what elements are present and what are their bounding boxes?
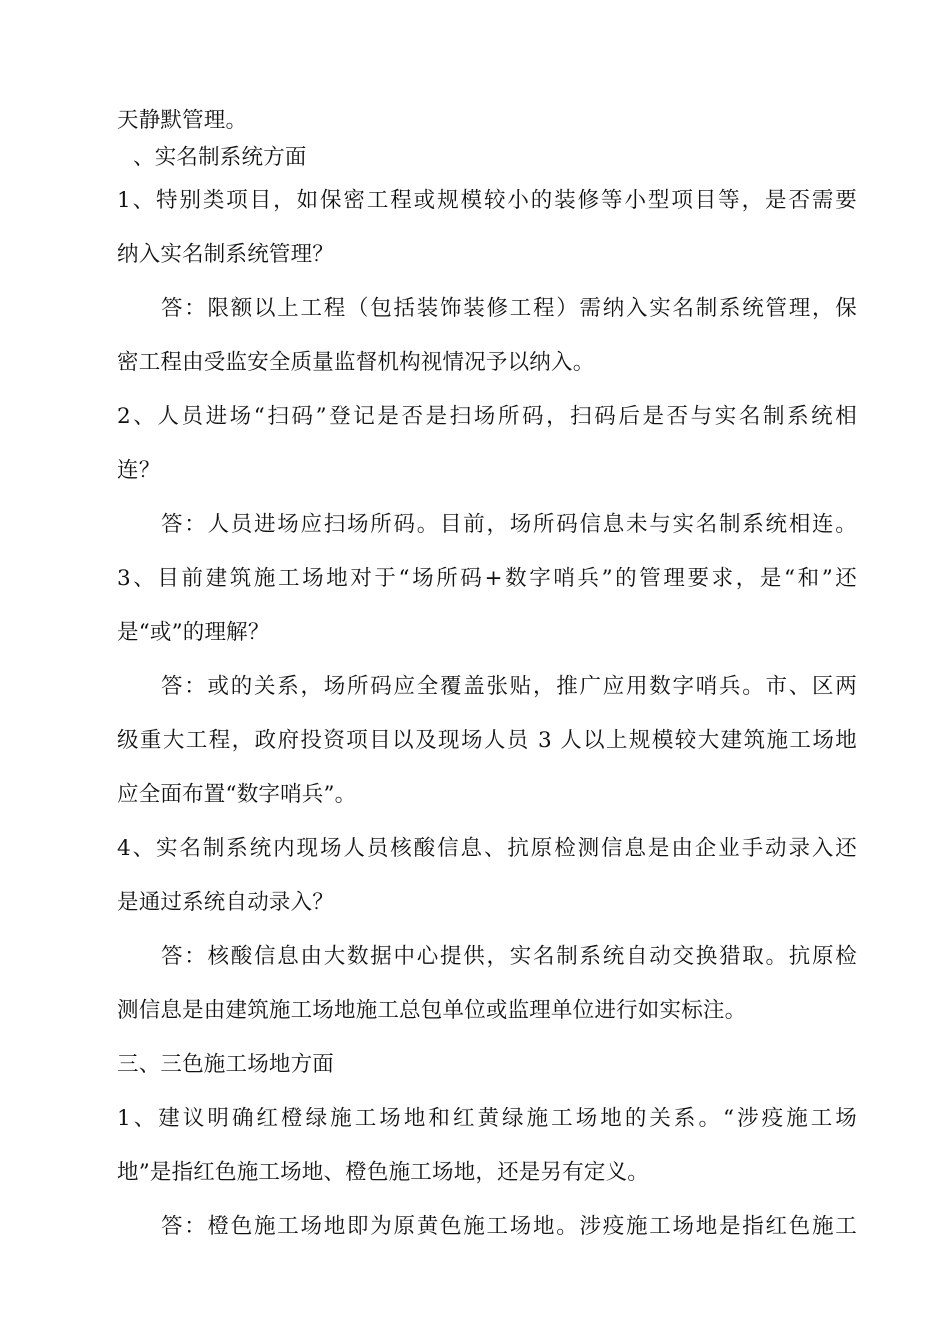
answer-line: 测信息是由建筑施工场地施工总包单位或监理单位进行如实标注。 [117, 998, 747, 1023]
answer-line: 答：或的关系，场所码应全覆盖张贴，推广应用数字哨兵。市、区两 [161, 674, 857, 699]
answer-line: 答：人员进场应扫场所码。目前，场所码信息未与实名制系统相连。 [161, 512, 857, 537]
answer-line: 应全面布置“数字哨兵”。 [117, 782, 357, 807]
question-line: 3、目前建筑施工场地对于“场所码+数字哨兵”的管理要求，是“和”还 [117, 566, 857, 591]
question-line: 纳入实名制系统管理？ [117, 242, 335, 267]
question-line: 1、特别类项目，如保密工程或规模较小的装修等小型项目等，是否需要 [117, 188, 857, 213]
question-line: 4、实名制系统内现场人员核酸信息、抗原检测信息是由企业手动录入还 [117, 836, 857, 861]
answer-line: 级重大工程，政府投资项目以及现场人员 3 人以上规模较大建筑施工场地 [117, 728, 857, 753]
section-heading: 三、三色施工场地方面 [117, 1052, 335, 1077]
answer-line: 密工程由受监安全质量监督机构视情况予以纳入。 [117, 350, 595, 375]
question-line: 连？ [117, 458, 161, 483]
answer-line: 答：限额以上工程（包括装饰装修工程）需纳入实名制系统管理，保 [161, 296, 857, 321]
answer-line: 答：橙色施工场地即为原黄色施工场地。涉疫施工场地是指红色施工 [161, 1214, 857, 1239]
answer-line: 答：核酸信息由大数据中心提供，实名制系统自动交换猎取。抗原检 [161, 944, 857, 969]
question-line: 是“或”的理解？ [117, 620, 270, 645]
text-line: 天静默管理。 [117, 108, 248, 133]
question-line: 1、建议明确红橙绿施工场地和红黄绿施工场地的关系。“涉疫施工场 [117, 1106, 857, 1131]
section-heading: 、实名制系统方面 [133, 145, 307, 170]
question-line: 2、人员进场“扫码”登记是否是扫场所码，扫码后是否与实名制系统相 [117, 404, 857, 429]
question-line: 地”是指红色施工场地、橙色施工场地，还是另有定义。 [117, 1160, 649, 1185]
question-line: 是通过系统自动录入？ [117, 890, 335, 915]
